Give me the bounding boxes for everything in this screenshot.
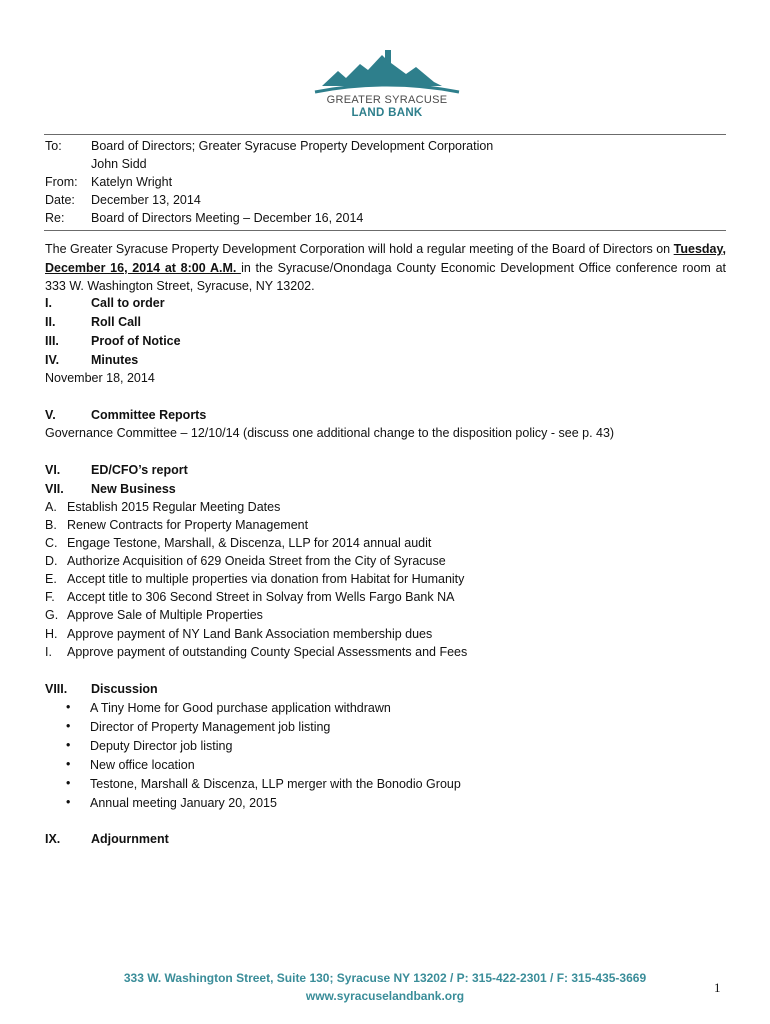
- item-key: E.: [45, 572, 57, 586]
- item-text: Renew Contracts for Property Management: [67, 518, 309, 532]
- section-title: Roll Call: [91, 315, 142, 329]
- item-key: C.: [45, 536, 58, 550]
- house-logo-icon: [312, 42, 462, 94]
- item-text: Authorize Acquisition of 629 Oneida Street from the City of Syracuse: [67, 554, 446, 568]
- item-key: A.: [45, 500, 57, 514]
- header-rule-bottom: [44, 230, 726, 231]
- bullet-icon: •: [66, 700, 71, 714]
- section-number: IV.: [45, 353, 60, 367]
- land-bank-logo: [312, 42, 462, 124]
- item-text: Director of Property Management job listing: [90, 720, 331, 734]
- section-number: V.: [45, 408, 56, 422]
- item-text: New office location: [90, 758, 195, 772]
- section-number: II.: [45, 315, 56, 329]
- bullet-icon: •: [66, 719, 71, 733]
- item-text: Establish 2015 Regular Meeting Dates: [67, 500, 281, 514]
- section-number: VI.: [45, 463, 61, 477]
- footer-website-link[interactable]: www.syracuselandbank.org: [305, 989, 465, 1003]
- section-number: IX.: [45, 832, 61, 846]
- section-number: VII.: [45, 482, 64, 496]
- section-title: New Business: [91, 482, 176, 496]
- section-title: Committee Reports: [91, 408, 207, 422]
- section-title: Adjournment: [91, 832, 169, 846]
- section-title: Discussion: [91, 682, 158, 696]
- memo-date-value: December 13, 2014: [91, 193, 201, 207]
- item-text: Engage Testone, Marshall, & Discenza, LLP for 2014 annual audit: [67, 536, 432, 550]
- memo-from-value: Katelyn Wright: [91, 175, 173, 189]
- intro-text-1: The Greater Syracuse Property Development Corporation will hold a regular meeting of the Board of Directors on: [45, 242, 674, 256]
- bullet-icon: •: [66, 757, 71, 771]
- item-key: D.: [45, 554, 58, 568]
- bullet-icon: •: [66, 738, 71, 752]
- memo-re-label: Re:: [45, 211, 65, 225]
- bullet-icon: •: [66, 776, 71, 790]
- footer-address: 333 W. Washington Street, Suite 130; Syracuse NY 13202 / P: 315-422-2301 / F: 315-435-3669: [123, 971, 647, 985]
- item-text: Deputy Director job listing: [90, 739, 233, 753]
- section-number: III.: [45, 334, 59, 348]
- memo-to-value: Board of Directors; Greater Syracuse Property Development Corporation: [91, 139, 494, 153]
- item-text: Accept title to multiple properties via donation from Habitat for Humanity: [67, 572, 465, 586]
- section-title: ED/CFO’s report: [91, 463, 188, 477]
- section-title: Call to order: [91, 296, 165, 310]
- item-key: B.: [45, 518, 57, 532]
- meeting-datetime: Tuesday, December 16, 2014 at 8:00 A.M.: [45, 242, 726, 275]
- intro-paragraph: [45, 240, 726, 296]
- header-rule-top: [44, 134, 726, 135]
- minutes-date: November 18, 2014: [45, 371, 155, 385]
- item-text: A Tiny Home for Good purchase application withdrawn: [90, 701, 391, 715]
- memo-to-label: To:: [45, 139, 62, 153]
- item-text: Annual meeting January 20, 2015: [90, 796, 277, 810]
- section-number: I.: [45, 296, 52, 310]
- section-title: Proof of Notice: [91, 334, 181, 348]
- intro-text-2: in the Syracuse/Onondaga County Economic Development Office conference room at 333 W. Washington Street, Syracuse, NY 13202.: [45, 260, 726, 293]
- item-text: Approve Sale of Multiple Properties: [67, 608, 263, 622]
- item-text: Approve payment of outstanding County Special Assessments and Fees: [67, 645, 468, 659]
- item-text: Approve payment of NY Land Bank Association membership dues: [67, 627, 433, 641]
- item-key: I.: [45, 645, 52, 659]
- item-key: F.: [45, 590, 55, 604]
- logo-text-line2: LAND BANK: [351, 107, 423, 119]
- memo-re-value: Board of Directors Meeting – December 16, 2014: [91, 211, 364, 225]
- item-text: Testone, Marshall & Discenza, LLP merger with the Bonodio Group: [90, 777, 461, 791]
- item-text: Accept title to 306 Second Street in Solvay from Wells Fargo Bank NA: [67, 590, 455, 604]
- section-title: Minutes: [91, 353, 139, 367]
- memo-date-label: Date:: [45, 193, 75, 207]
- section-number: VIII.: [45, 682, 68, 696]
- item-key: G.: [45, 608, 59, 622]
- memo-to-value-2: John Sidd: [91, 157, 147, 171]
- bullet-icon: •: [66, 795, 71, 809]
- committee-report-text: Governance Committee – 12/10/14 (discuss one additional change to the disposition policy - see p. 43): [45, 426, 615, 440]
- memo-from-label: From:: [45, 175, 78, 189]
- page-number: 1: [714, 980, 721, 995]
- item-key: H.: [45, 627, 58, 641]
- logo-text-line1: GREATER SYRACUSE: [326, 94, 448, 106]
